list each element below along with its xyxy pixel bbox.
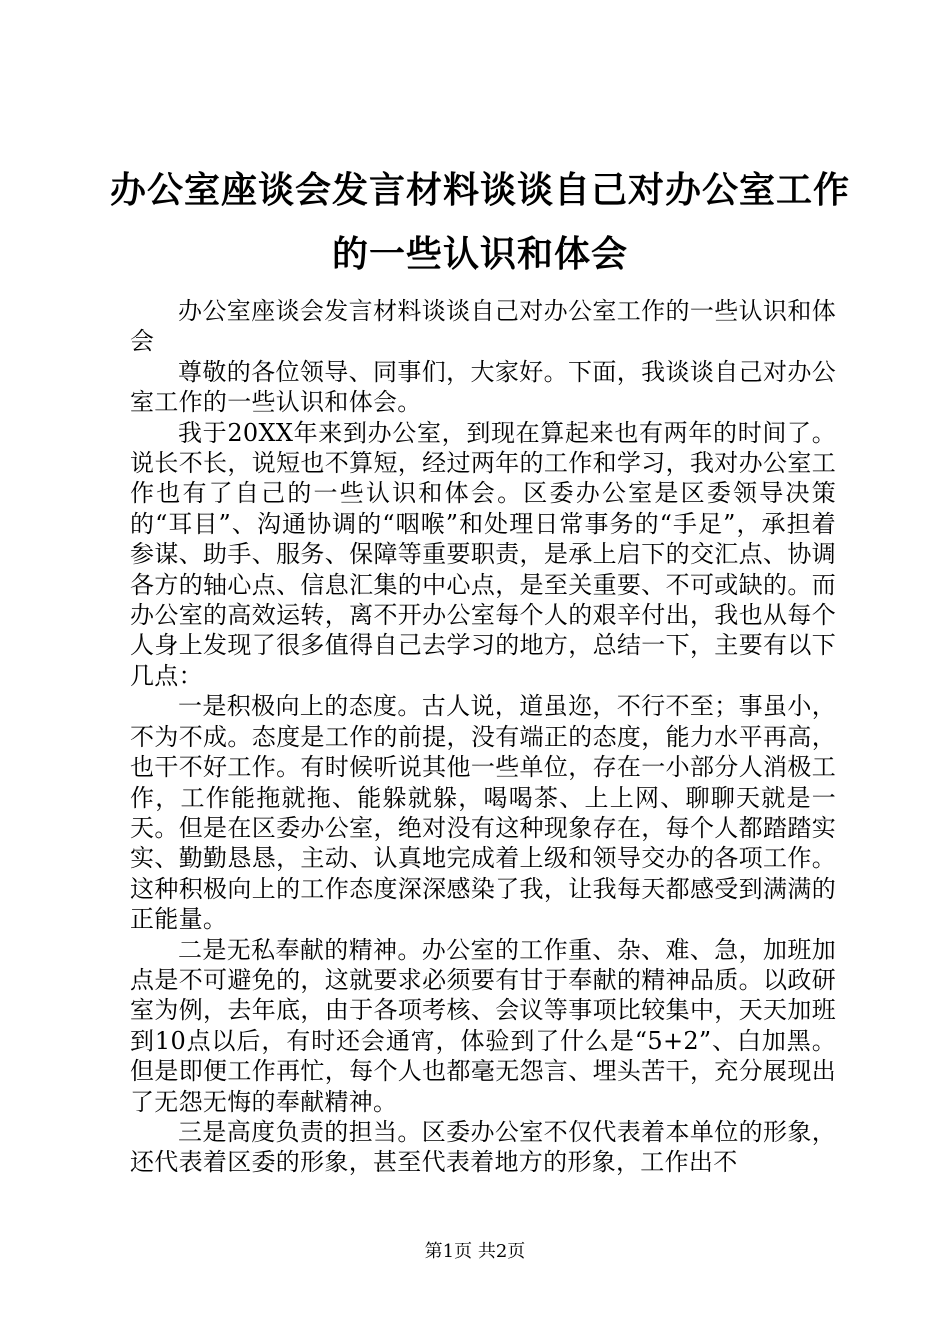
paragraph-heading-repeat: 办公室座谈会发言材料谈谈自己对办公室工作的一些认识和体会 (130, 297, 836, 356)
paragraph-point-one: 一是积极向上的态度。古人说，道虽迩，不行不至；事虽小，不为不成。态度是工作的前提，没有端正的态度，能力水平再高，也干不好工作。有时候听说其他一些单位，存在一小部分人消极工作，工作能拖就拖、能躲就躲，喝喝茶、上上网、聊聊天就是一天。但是在区委办公室，绝对没有这种现象存在，每个人都踏踏实实、勤勤恳恳，主动、认真地完成着上级和领导交办的各项工作。这种积极向上的工作态度深深感染了我，让我每天都感受到满满的正能量。 (130, 692, 836, 934)
page-number-footer: 第1页 共2页 (424, 1241, 526, 1262)
document-title: 办公室座谈会发言材料谈谈自己对办公室工作的一些认识和体会 (110, 169, 851, 275)
paragraph-greeting: 尊敬的各位领导、同事们，大家好。下面，我谈谈自己对办公室工作的一些认识和体会。 (130, 357, 836, 417)
paragraph-point-two: 二是无私奉献的精神。办公室的工作重、杂、难、急，加班加点是不可避免的，这就要求必须要有甘于奉献的精神品质。以政研室为例，去年底，由于各项考核、会议等事项比较集中，天天加班到10点以后，有时还会通宵，体验到了什么是“5+2”、白加黑。但是即便工作再忙，每个人也都毫无怨言、埋头苦干，充分展现出了无怨无悔的奉献精神。 (130, 935, 836, 1116)
document-body (130, 296, 836, 1178)
paragraph-introduction: 我于20XX年来到办公室，到现在算起来也有两年的时间了。说长不长，说短也不算短，经过两年的工作和学习，我对办公室工作也有了自己的一些认识和体会。区委办公室是区委领导决策的“耳目”、沟通协调的“咽喉”和处理日常事务的“手足”，承担着参谋、助手、服务、保障等重要职责，是承上启下的交汇点、协调各方的轴心点、信息汇集的中心点，是至关重要、不可或缺的。而办公室的高效运转，离不开办公室每个人的艰辛付出，我也从每个人身上发现了很多值得自己去学习的地方，总结一下，主要有以下几点： (130, 418, 836, 690)
paragraph-point-three: 三是高度负责的担当。区委办公室不仅代表着本单位的形象，还代表着区委的形象，甚至代表着地方的形象，工作出不 (130, 1117, 836, 1177)
